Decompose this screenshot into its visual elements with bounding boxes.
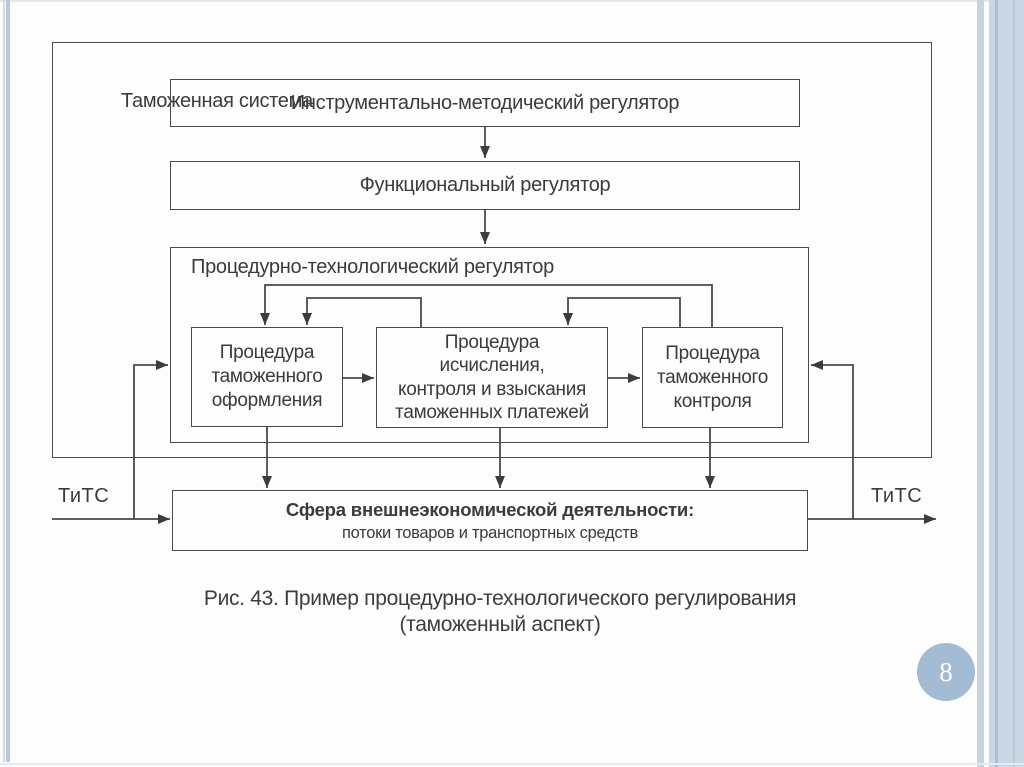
procedure-clearance-line: оформления bbox=[211, 390, 323, 411]
procedure-clearance-line: Процедура bbox=[219, 342, 315, 363]
procedure-control-line: Процедура bbox=[665, 342, 760, 364]
figure-caption-line2: (таможенный аспект) bbox=[399, 613, 601, 636]
page-number: 8 bbox=[939, 656, 953, 687]
flow-label-left: ТиТС bbox=[58, 485, 110, 507]
procedure-payments-box bbox=[376, 327, 608, 428]
procedure-control-box bbox=[642, 327, 783, 428]
flow-label-right: ТиТС bbox=[871, 485, 923, 507]
procedure-control-line: таможенного bbox=[656, 366, 769, 388]
procedure-clearance-box bbox=[191, 327, 343, 427]
procedure-clearance-line: таможенного bbox=[211, 366, 323, 387]
customs-system-label: Таможенная система bbox=[121, 90, 313, 112]
functional-regulator-box bbox=[170, 161, 800, 210]
foreign-economic-sphere-box bbox=[172, 490, 808, 551]
figure-caption-line1: Рис. 43. Пример процедурно-технологического регулирования bbox=[203, 587, 797, 610]
procedure-control-line: контроля bbox=[673, 390, 752, 412]
procedure-payments-line: Процедура bbox=[444, 331, 540, 353]
procedure-payments-line: таможенных платежей bbox=[395, 402, 589, 423]
sphere-subtitle: потоки товаров и транспортных средств bbox=[341, 523, 639, 542]
procedure-payments-line: исчисления, bbox=[439, 355, 545, 376]
figure-caption bbox=[0, 586, 1000, 638]
instrumental-regulator-label: Инструментально-методический регулятор bbox=[290, 91, 680, 114]
page-number-badge bbox=[917, 643, 975, 701]
instrumental-regulator-box bbox=[170, 79, 800, 127]
functional-regulator-label: Функциональный регулятор bbox=[359, 174, 611, 196]
sphere-title: Сфера внешнеэкономической деятельности: bbox=[285, 498, 695, 520]
procedure-payments-line: контроля и взыскания bbox=[398, 378, 586, 400]
procedural-regulator-label: Процедурно-технологический регулятор bbox=[191, 256, 554, 278]
